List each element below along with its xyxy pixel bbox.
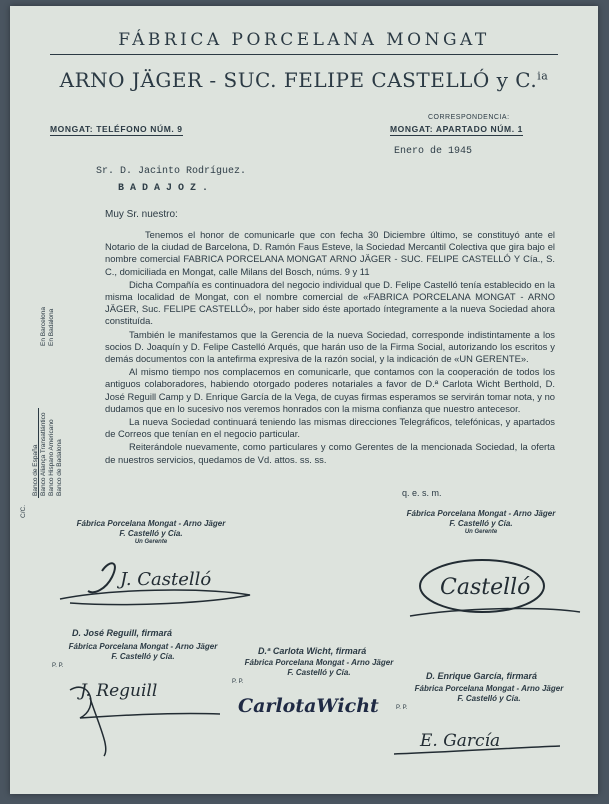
letter-sheet [10, 6, 598, 794]
left-signature-drawing [50, 551, 270, 621]
right-company-block: Fábrica Porcelana Mongat - Arno Jäger F. Castelló y Cía. Un Gerente [406, 509, 556, 535]
left-signature-text: J. Castelló [120, 569, 212, 590]
recipient-city: B A D A J O Z . [118, 183, 209, 194]
salutation: Muy Sr. nuestro: [105, 209, 178, 220]
wicht-pp: P. P. [232, 679, 244, 685]
reguill-title: D. José Reguill, firmará [72, 628, 173, 638]
paragraph-3: También le manifestamos que la Gerencia de la nueva Sociedad, corresponde indistintamente a los socios D. Joaquín y D. Felipe Castelló Arqués, que harán uso de la Firma Social, autorizando los escritos y demás documentos con la antefirma expresiva de la razón social, y la indicación de «UN GERENTE». [105, 328, 555, 365]
sidebar-brace [38, 408, 39, 498]
sidebar-locations: En Barcelona En Badalona [40, 306, 55, 346]
paragraph-2: Dicha Compañía es continuadora del negocio individual que D. Felipe Castelló tenía establecido en la misma localidad de Mongat, con el nombre comercial de «FABRICA PORCELANA MONGAT - ARNO JÄGER, Suc. FELIPE CASTELLÓ», por haber sido éste aportado íntegramente a la nueva Sociedad ahora constituída. [105, 278, 555, 327]
reguill-signature-text: J. Reguill [80, 681, 158, 701]
reguill-pp: P. P. [52, 663, 64, 669]
reguill-signature-drawing [60, 668, 260, 758]
sidebar-cic: C/C. [20, 505, 27, 518]
garcia-pp: P. P. [396, 705, 408, 711]
closing-formula: q. e. s. m. [402, 488, 442, 498]
garcia-signature-drawing [390, 718, 590, 768]
paragraph-1: Tenemos el honor de comunicarle que con fecha 30 Diciembre último, se constituyó ante el Notario de la ciudad de Barcelona, D. Ramón Faus Esteve, la Sociedad Mercantil Colectiva que gira bajo el nombre comercial FABRICA PORCELANA MONGAT ARNO JÄGER - SUC. FELIPE CASTELLÓ Y Cía., S. C., domiciliada en Mongat, calle Milans del Bosch, núms. 9 y 11 [105, 229, 555, 277]
garcia-title: D. Enrique García, firmará [426, 671, 538, 681]
letter-body [105, 229, 555, 467]
paragraph-5: La nueva Sociedad continuará teniendo las mismas direcciones Telegráficos, telefónicas, y apartados de Correos que tenían en el negocio particular. [105, 416, 555, 440]
left-company-block: Fábrica Porcelana Mongat - Arno Jäger F. Castelló y Cía. Un Gerente [76, 519, 226, 545]
post-box-line: MONGAT: APARTADO NÚM. 1 [390, 124, 523, 134]
wicht-signature-drawing [234, 686, 414, 726]
garcia-company-block: Fábrica Porcelana Mongat - Arno Jäger F. Castelló y Cía. [414, 684, 564, 703]
company-subtitle: ARNO JÄGER - SUC. FELIPE CASTELLÓ y C.$^{ia}$ [59, 68, 549, 92]
wicht-title: D.ª Carlota Wicht, firmará [258, 646, 367, 656]
garcia-signature-text: E. García [420, 731, 501, 751]
paragraph-6: Reiterándole nuevamente, como particulares y como Gerentes de la mencionada Sociedad, la oferta de nuestros servicios, quedamos de Vd. attos. ss. ss. [105, 441, 555, 465]
reguill-company-block: Fábrica Porcelana Mongat - Arno Jäger F. Castelló y Cía. [68, 642, 218, 661]
wicht-signature-text: CarlotaWicht [238, 695, 379, 717]
letter-date: Enero de 1945 [394, 146, 473, 157]
right-signature-text: Castelló [440, 575, 531, 600]
sidebar-banks: Banco de España Banco Aliança Transatlántico Banco Hispano Americano Banco de Badalona [32, 412, 63, 496]
wicht-company-block: Fábrica Porcelana Mongat - Arno Jäger F. Castelló y Cía. [244, 658, 394, 677]
correspondence-label: CORRESPONDENCIA: [428, 114, 510, 121]
paragraph-4: Al mismo tiempo nos complacemos en comunicarle, que contamos con la cooperación de todos los antiguos colaboradores, habiendo otorgado poderes notariales a favor de D.ª Carlota Wicht Berthold, D. José Reguill Camp y D. Enrique García de la Vega, de cuyas firmas esperamos se servirán tomar nota, y no dudamos que en lo sucesivo nos veremos honrados con la misma confianza que nuestro antecesor. [105, 366, 555, 414]
right-signature-drawing [400, 546, 598, 636]
company-title: FÁBRICA PORCELANA MONGAT [118, 30, 490, 50]
header-rule [50, 54, 558, 55]
phone-line: MONGAT: TELÉFONO NÚM. 9 [50, 124, 183, 134]
recipient-name: Sr. D. Jacinto Rodríguez. [96, 166, 247, 177]
